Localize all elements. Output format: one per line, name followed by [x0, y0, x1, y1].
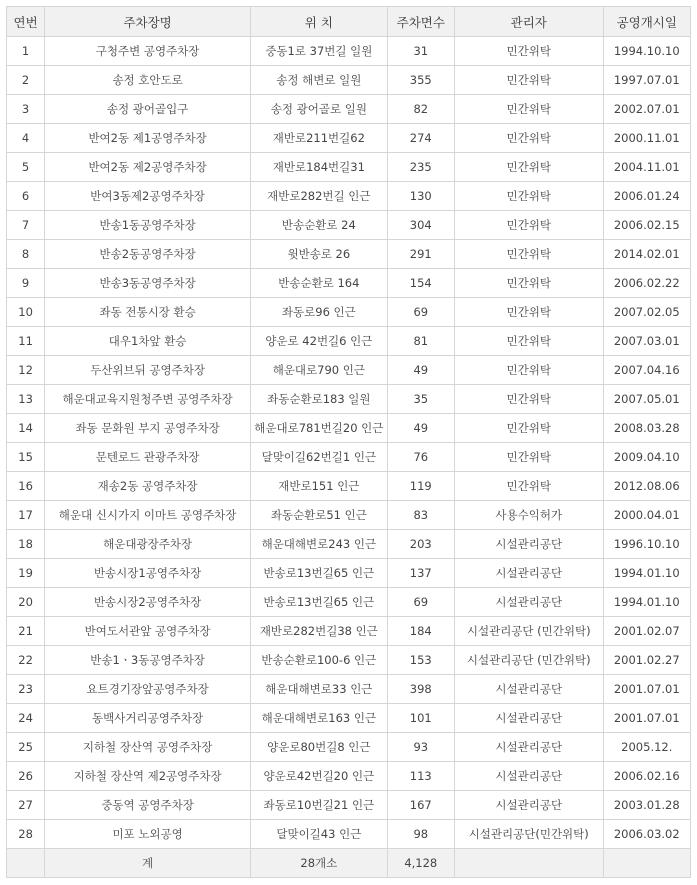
table-row	[7, 646, 691, 675]
table-row	[7, 559, 691, 588]
cell-manager: 민간위탁	[454, 443, 603, 472]
cell-parking-name: 해운대 신시가지 이마트 공영주차장	[45, 501, 251, 530]
table-row	[7, 762, 691, 791]
cell-parking-name: 구청주변 공영주차장	[45, 37, 251, 66]
cell-parking-name: 반송3동공영주차장	[45, 269, 251, 298]
header-open-date: 공영개시일	[603, 7, 690, 37]
cell-location: 송정 광어골로 일원	[251, 95, 388, 124]
cell-open-date: 2012.08.06	[603, 472, 690, 501]
cell-parking-name: 좌동 문화원 부지 공영주차장	[45, 414, 251, 443]
cell-parking-name: 반송1동공영주차장	[45, 211, 251, 240]
cell-open-date: 2007.04.16	[603, 356, 690, 385]
cell-open-date: 2001.02.27	[603, 646, 690, 675]
table-row	[7, 327, 691, 356]
cell-number: 21	[7, 617, 45, 646]
cell-number: 20	[7, 588, 45, 617]
cell-parking-name: 중동역 공영주차장	[45, 791, 251, 820]
cell-manager: 민간위탁	[454, 182, 603, 211]
header-location: 위 치	[251, 7, 388, 37]
cell-number: 26	[7, 762, 45, 791]
cell-manager: 민간위탁	[454, 66, 603, 95]
cell-parking-name: 반송1ㆍ3동공영주차장	[45, 646, 251, 675]
cell-parking-name: 동백사거리공영주차장	[45, 704, 251, 733]
cell-number: 13	[7, 385, 45, 414]
cell-space-count: 83	[387, 501, 454, 530]
cell-space-count: 235	[387, 153, 454, 182]
cell-parking-name: 지하철 장산역 공영주차장	[45, 733, 251, 762]
table-row	[7, 791, 691, 820]
cell-manager: 민간위탁	[454, 472, 603, 501]
cell-space-count: 82	[387, 95, 454, 124]
table-row	[7, 124, 691, 153]
cell-location: 윗반송로 26	[251, 240, 388, 269]
header-parking-name: 주차장명	[45, 7, 251, 37]
cell-number: 6	[7, 182, 45, 211]
cell-manager: 시설관리공단	[454, 530, 603, 559]
cell-parking-name: 미포 노외공영	[45, 820, 251, 849]
cell-manager: 민간위탁	[454, 356, 603, 385]
cell-number: 4	[7, 124, 45, 153]
cell-manager: 민간위탁	[454, 414, 603, 443]
cell-space-count: 203	[387, 530, 454, 559]
cell-manager: 시설관리공단	[454, 675, 603, 704]
cell-open-date: 1994.10.10	[603, 37, 690, 66]
cell-space-count: 69	[387, 588, 454, 617]
cell-open-date: 2001.07.01	[603, 704, 690, 733]
cell-space-count: 137	[387, 559, 454, 588]
table-row	[7, 356, 691, 385]
cell-space-count: 154	[387, 269, 454, 298]
cell-number: 14	[7, 414, 45, 443]
cell-location: 재반로151 인근	[251, 472, 388, 501]
table-header-row	[7, 7, 691, 37]
cell-number: 28	[7, 820, 45, 849]
cell-manager: 시설관리공단	[454, 559, 603, 588]
table-row	[7, 530, 691, 559]
cell-parking-name: 좌동 전통시장 환승	[45, 298, 251, 327]
cell-space-count: 81	[387, 327, 454, 356]
cell-location: 달맞이길43 인근	[251, 820, 388, 849]
cell-location: 양운로80번길8 인근	[251, 733, 388, 762]
cell-number: 22	[7, 646, 45, 675]
cell-location: 재반로184번길31	[251, 153, 388, 182]
cell-parking-name: 해운대광장주차장	[45, 530, 251, 559]
cell-open-date: 2000.11.01	[603, 124, 690, 153]
header-space-count: 주차면수	[387, 7, 454, 37]
cell-location: 반송순환로100-6 인근	[251, 646, 388, 675]
cell-number: 9	[7, 269, 45, 298]
cell-location: 중동1로 37번길 일원	[251, 37, 388, 66]
cell-parking-name: 반송시장1공영주차장	[45, 559, 251, 588]
table-body	[7, 37, 691, 849]
cell-number: 5	[7, 153, 45, 182]
cell-number: 18	[7, 530, 45, 559]
cell-location: 반송순환로 24	[251, 211, 388, 240]
cell-location: 해운대해변로33 인근	[251, 675, 388, 704]
cell-open-date: 2006.02.15	[603, 211, 690, 240]
cell-location: 좌동로10번길21 인근	[251, 791, 388, 820]
cell-space-count: 76	[387, 443, 454, 472]
parking-table-wrapper	[6, 6, 691, 878]
cell-open-date: 1994.01.10	[603, 559, 690, 588]
cell-number: 10	[7, 298, 45, 327]
cell-number: 12	[7, 356, 45, 385]
cell-space-count: 119	[387, 472, 454, 501]
cell-manager: 민간위탁	[454, 37, 603, 66]
cell-parking-name: 송정 호안도로	[45, 66, 251, 95]
cell-number: 24	[7, 704, 45, 733]
cell-manager: 시설관리공단	[454, 588, 603, 617]
table-row	[7, 704, 691, 733]
cell-parking-name: 반여2동 제1공영주차장	[45, 124, 251, 153]
cell-number: 16	[7, 472, 45, 501]
cell-manager: 시설관리공단	[454, 762, 603, 791]
cell-manager: 시설관리공단	[454, 791, 603, 820]
cell-location: 양운로42번길20 인근	[251, 762, 388, 791]
cell-parking-name: 재송2동 공영주차장	[45, 472, 251, 501]
table-row	[7, 588, 691, 617]
cell-parking-name: 송정 광어골입구	[45, 95, 251, 124]
cell-location: 좌동순환로51 인근	[251, 501, 388, 530]
cell-space-count: 274	[387, 124, 454, 153]
cell-open-date: 2009.04.10	[603, 443, 690, 472]
table-row	[7, 472, 691, 501]
cell-parking-name: 반여2동 제2공영주차장	[45, 153, 251, 182]
cell-location: 반송순환로 164	[251, 269, 388, 298]
cell-number: 27	[7, 791, 45, 820]
cell-open-date: 1996.10.10	[603, 530, 690, 559]
cell-space-count: 398	[387, 675, 454, 704]
cell-parking-name: 문텐로드 관광주차장	[45, 443, 251, 472]
cell-space-count: 167	[387, 791, 454, 820]
total-date-cell	[603, 849, 690, 878]
parking-lot-table	[6, 6, 691, 878]
cell-number: 11	[7, 327, 45, 356]
cell-manager: 민간위탁	[454, 124, 603, 153]
total-number-cell	[7, 849, 45, 878]
cell-parking-name: 반송2동공영주차장	[45, 240, 251, 269]
cell-parking-name: 반송시장2공영주차장	[45, 588, 251, 617]
table-row	[7, 617, 691, 646]
cell-location: 해운대로790 인근	[251, 356, 388, 385]
cell-location: 해운대해변로163 인근	[251, 704, 388, 733]
cell-manager: 민간위탁	[454, 269, 603, 298]
cell-manager: 시설관리공단	[454, 704, 603, 733]
cell-number: 25	[7, 733, 45, 762]
cell-space-count: 35	[387, 385, 454, 414]
cell-location: 재반로282번길 인근	[251, 182, 388, 211]
table-row	[7, 733, 691, 762]
cell-open-date: 2003.01.28	[603, 791, 690, 820]
cell-parking-name: 반여3동제2공영주차장	[45, 182, 251, 211]
table-row	[7, 240, 691, 269]
cell-manager: 시설관리공단	[454, 733, 603, 762]
cell-manager: 민간위탁	[454, 211, 603, 240]
cell-space-count: 291	[387, 240, 454, 269]
table-row	[7, 501, 691, 530]
cell-number: 15	[7, 443, 45, 472]
cell-number: 19	[7, 559, 45, 588]
cell-manager: 민간위탁	[454, 153, 603, 182]
cell-location: 송정 해변로 일원	[251, 66, 388, 95]
cell-manager: 시설관리공단(민간위탁)	[454, 820, 603, 849]
cell-space-count: 93	[387, 733, 454, 762]
cell-parking-name: 두산위브뒤 공영주차장	[45, 356, 251, 385]
cell-open-date: 2001.07.01	[603, 675, 690, 704]
cell-parking-name: 지하철 장산역 제2공영주차장	[45, 762, 251, 791]
cell-manager: 사용수익허가	[454, 501, 603, 530]
cell-space-count: 130	[387, 182, 454, 211]
total-label: 계	[45, 849, 251, 878]
cell-location: 좌동로96 인근	[251, 298, 388, 327]
cell-space-count: 101	[387, 704, 454, 733]
header-number: 연번	[7, 7, 45, 37]
cell-manager: 시설관리공단 (민간위탁)	[454, 617, 603, 646]
cell-open-date: 2006.02.22	[603, 269, 690, 298]
cell-number: 1	[7, 37, 45, 66]
cell-number: 3	[7, 95, 45, 124]
cell-location: 해운대로781번길20 인근	[251, 414, 388, 443]
table-row	[7, 385, 691, 414]
cell-location: 달맞이길62번길1 인근	[251, 443, 388, 472]
cell-open-date: 1994.01.10	[603, 588, 690, 617]
table-row	[7, 298, 691, 327]
cell-space-count: 184	[387, 617, 454, 646]
cell-open-date: 2006.01.24	[603, 182, 690, 211]
cell-location: 반송로13번길65 인근	[251, 559, 388, 588]
cell-location: 좌동순환로183 일원	[251, 385, 388, 414]
cell-number: 8	[7, 240, 45, 269]
cell-manager: 민간위탁	[454, 95, 603, 124]
cell-space-count: 49	[387, 414, 454, 443]
cell-open-date: 2001.02.07	[603, 617, 690, 646]
cell-manager: 민간위탁	[454, 327, 603, 356]
total-manager-cell	[454, 849, 603, 878]
cell-manager: 민간위탁	[454, 385, 603, 414]
cell-open-date: 2004.11.01	[603, 153, 690, 182]
cell-space-count: 31	[387, 37, 454, 66]
cell-manager: 민간위탁	[454, 298, 603, 327]
table-row	[7, 66, 691, 95]
cell-number: 23	[7, 675, 45, 704]
cell-space-count: 113	[387, 762, 454, 791]
cell-open-date: 1997.07.01	[603, 66, 690, 95]
cell-open-date: 2007.05.01	[603, 385, 690, 414]
header-manager: 관리자	[454, 7, 603, 37]
cell-manager: 시설관리공단 (민간위탁)	[454, 646, 603, 675]
cell-open-date: 2014.02.01	[603, 240, 690, 269]
table-row	[7, 675, 691, 704]
cell-space-count: 98	[387, 820, 454, 849]
cell-parking-name: 반여도서관앞 공영주차장	[45, 617, 251, 646]
table-row	[7, 153, 691, 182]
cell-location: 재반로282번길38 인근	[251, 617, 388, 646]
table-row	[7, 414, 691, 443]
total-spaces: 4,128	[387, 849, 454, 878]
cell-location: 재반로211번길62	[251, 124, 388, 153]
table-row	[7, 443, 691, 472]
table-row	[7, 269, 691, 298]
cell-open-date: 2007.03.01	[603, 327, 690, 356]
cell-number: 7	[7, 211, 45, 240]
cell-number: 2	[7, 66, 45, 95]
cell-location: 양운로 42번길6 인근	[251, 327, 388, 356]
cell-open-date: 2007.02.05	[603, 298, 690, 327]
cell-open-date: 2006.03.02	[603, 820, 690, 849]
cell-space-count: 69	[387, 298, 454, 327]
cell-open-date: 2005.12.	[603, 733, 690, 762]
cell-open-date: 2000.04.01	[603, 501, 690, 530]
cell-space-count: 304	[387, 211, 454, 240]
cell-parking-name: 요트경기장앞공영주차장	[45, 675, 251, 704]
cell-space-count: 355	[387, 66, 454, 95]
total-location-count: 28개소	[251, 849, 388, 878]
table-row	[7, 820, 691, 849]
table-row	[7, 95, 691, 124]
table-row	[7, 211, 691, 240]
cell-parking-name: 해운대교육지원청주변 공영주차장	[45, 385, 251, 414]
cell-space-count: 49	[387, 356, 454, 385]
cell-open-date: 2002.07.01	[603, 95, 690, 124]
table-row	[7, 182, 691, 211]
cell-manager: 민간위탁	[454, 240, 603, 269]
cell-space-count: 153	[387, 646, 454, 675]
total-row	[7, 849, 691, 878]
cell-number: 17	[7, 501, 45, 530]
cell-location: 반송로13번길65 인근	[251, 588, 388, 617]
cell-open-date: 2006.02.16	[603, 762, 690, 791]
cell-open-date: 2008.03.28	[603, 414, 690, 443]
table-row	[7, 37, 691, 66]
cell-parking-name: 대우1차앞 환승	[45, 327, 251, 356]
cell-location: 해운대해변로243 인근	[251, 530, 388, 559]
